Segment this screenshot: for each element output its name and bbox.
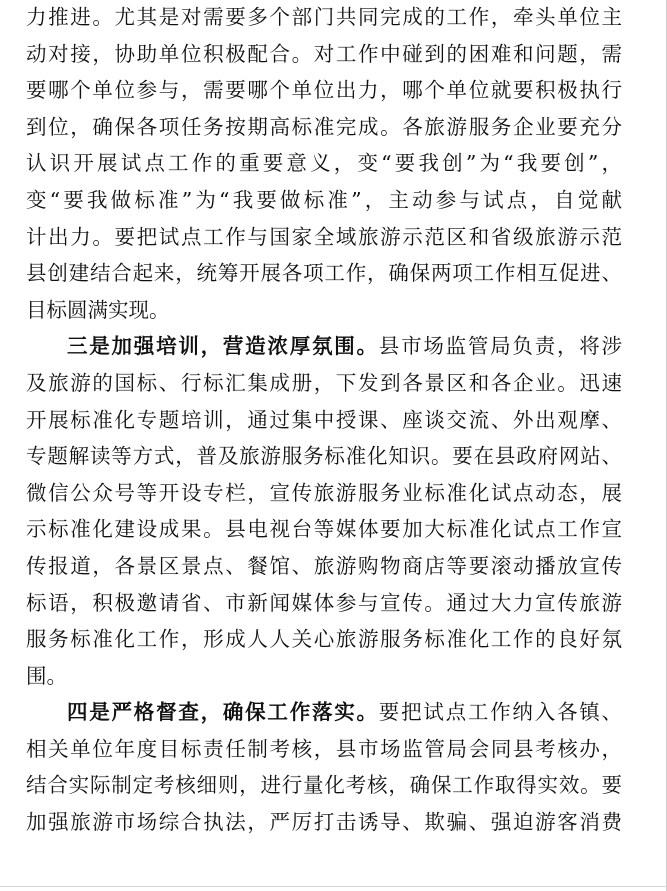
text-line: 服务标准化工作，形成人人关心旅游服务标准化工作的良好氛 <box>26 627 622 652</box>
text-line: 标语，积极邀请省、市新闻媒体参与宣传。通过大力宣传旅游 <box>26 590 622 615</box>
text-line: 变“要我做标准”为“我要做标准”，主动参与试点，自觉献 <box>26 187 622 212</box>
paragraph-first-line <box>26 694 622 731</box>
text-line: 开展标准化专题培训，通过集中授课、座谈交流、外出观摩、 <box>26 407 622 432</box>
paragraph-supervision <box>26 694 622 840</box>
text-line: 相关单位年度目标责任制考核，县市场监管局会同县考核办， <box>26 736 622 761</box>
text-line: 县创建结合起来，统筹开展各项工作，确保两项工作相互促进、 <box>26 261 622 286</box>
text-line: 要哪个单位参与，需要哪个单位出力，哪个单位就要积极执行 <box>26 78 622 103</box>
text-line: 目标圆满实现。 <box>26 297 170 322</box>
heading-continuation: 县市场监管局负责，将涉 <box>378 334 622 359</box>
heading-continuation: 要把试点工作纳入各镇、 <box>378 700 622 725</box>
text-line: 微信公众号等开设专栏，宣传旅游服务业标准化试点动态，展 <box>26 480 622 505</box>
paragraph-continuation <box>26 0 622 328</box>
text-line: 动对接，协助单位积极配合。对工作中碰到的困难和问题，需 <box>26 41 622 66</box>
page-bottom-edge <box>0 886 667 887</box>
text-line: 及旅游的国标、行标汇集成册，下发到各景区和各企业。迅速 <box>26 370 622 395</box>
section-heading: 四是严格督查，确保工作落实。 <box>67 700 379 725</box>
text-line: 围。 <box>26 663 67 688</box>
paragraph-first-line <box>26 328 622 365</box>
text-line: 计出力。要把试点工作与国家全域旅游示范区和省级旅游示范 <box>26 224 622 249</box>
text-line: 示标准化建设成果。县电视台等媒体要加大标准化试点工作宣 <box>26 517 622 542</box>
text-line: 结合实际制定考核细则，进行量化考核，确保工作取得实效。要 <box>26 773 622 798</box>
text-line: 认识开展试点工作的重要意义，变“要我创”为“我要创”， <box>26 151 622 176</box>
text-line: 加强旅游市场综合执法，严厉打击诱导、欺骗、强迫游客消费 <box>26 810 622 835</box>
paragraph-training <box>26 328 622 694</box>
text-line: 传报道，各景区景点、餐馆、旅游购物商店等要滚动播放宣传 <box>26 553 622 578</box>
text-line: 专题解读等方式，普及旅游服务标准化知识。要在县政府网站、 <box>26 444 622 469</box>
text-line: 力推进。尤其是对需要多个部门共同完成的工作，牵头单位主 <box>26 5 622 29</box>
text-line: 到位，确保各项任务按期高标准完成。各旅游服务企业要充分 <box>26 114 622 139</box>
section-heading: 三是加强培训，营造浓厚氛围。 <box>67 334 379 359</box>
document-body <box>26 0 622 841</box>
